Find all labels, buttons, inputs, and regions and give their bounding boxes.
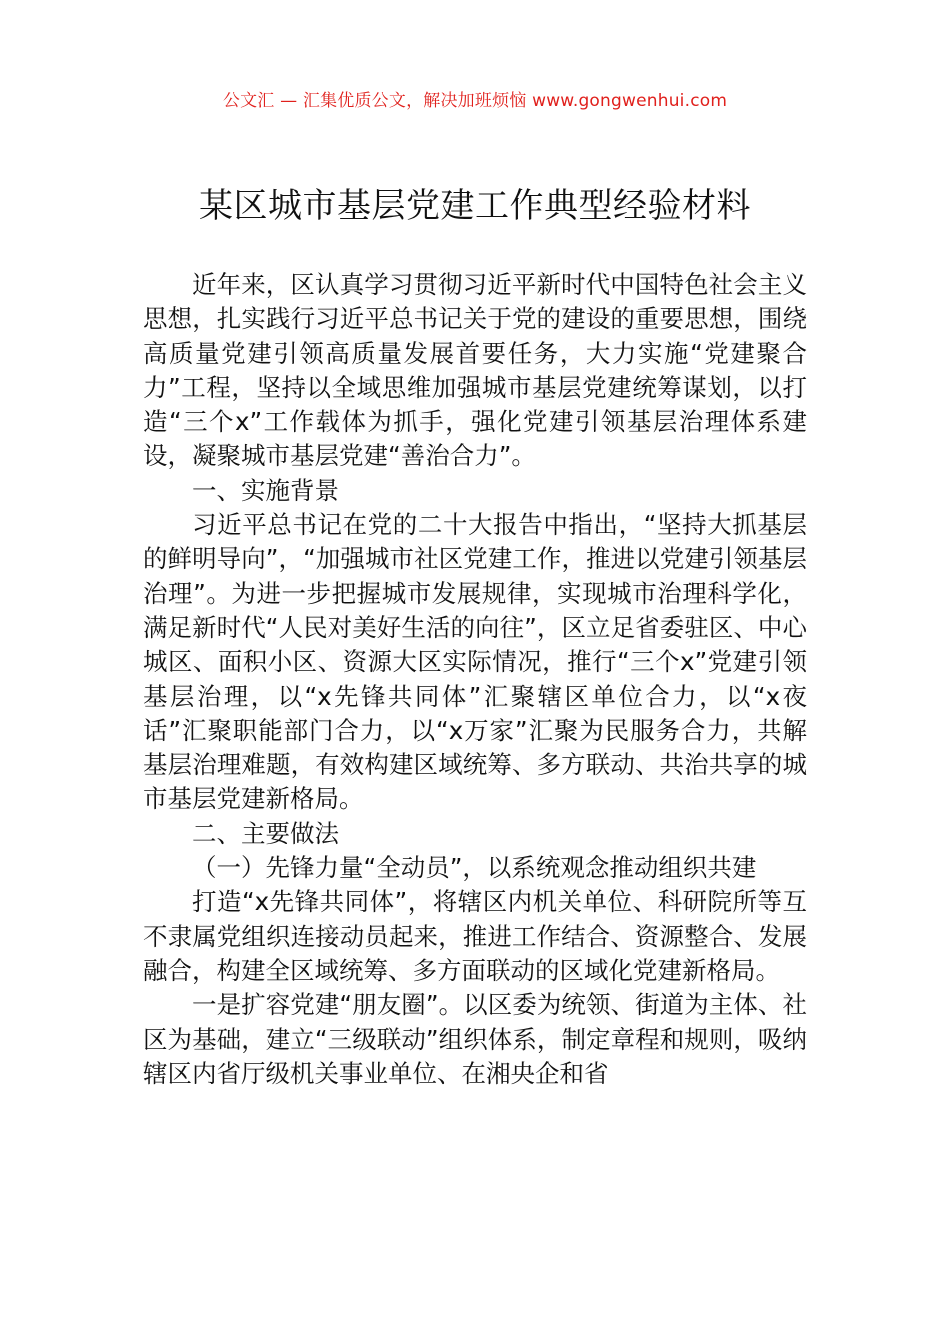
- paragraph-intro: 近年来，区认真学习贯彻习近平新时代中国特色社会主义思想，扎实践行习近平总书记关于党的建设的重要思想，围绕高质量党建引领高质量发展首要任务，大力实施“党建聚合力”工程，坚持以全域思维加强城市基层党建统筹谋划，以打造“三个x”工作载体为抓手，强化党建引领基层治理体系建设，凝聚城市基层党建“善治合力”。: [143, 270, 807, 471]
- paragraph-background: 习近平总书记在党的二十大报告中指出，“坚持大抓基层的鲜明导向”，“加强城市社区党建工作，推进以党建引领基层治理”。为进一步把握城市发展规律，实现城市治理科学化，满足新时代“人民对美好生活的向往”，区立足省委驻区、中心城区、面积小区、资源大区实际情况，推行“三个x”党建引领基层治理，以“x先锋共同体”汇聚辖区单位合力，以“x夜话”汇聚职能部门合力，以“x万家”汇聚为民服务合力，共解基层治理难题，有效构建区域统筹、多方联动、共治共享的城市基层党建新格局。: [143, 510, 807, 814]
- section-heading-methods: 二、主要做法: [192, 818, 339, 848]
- section-heading-background: 一、实施背景: [192, 475, 339, 505]
- watermark-header[interactable]: 公文汇 — 汇集优质公文，解决加班烦恼 www.gongwenhui.com: [222, 91, 728, 111]
- document-title: 某区城市基层党建工作典型经验材料: [199, 186, 751, 226]
- paragraph-point-one: 一是扩容党建“朋友圈”。以区委为统领、街道为主体、社区为基础，建立“三级联动”组织体系，制定章程和规则，吸纳辖区内省厅级机关事业单位、在湘央企和省: [143, 990, 807, 1088]
- subsection-heading-1: （一）先锋力量“全动员”，以系统观念推动组织共建: [192, 853, 757, 883]
- document-body: [143, 268, 807, 1091]
- paragraph-pioneer-community: 打造“x先锋共同体”，将辖区内机关单位、科研院所等互不隶属党组织连接动员起来，推进工作结合、资源整合、发展融合，构建全区域统筹、多方面联动的区域化党建新格局。: [143, 887, 807, 985]
